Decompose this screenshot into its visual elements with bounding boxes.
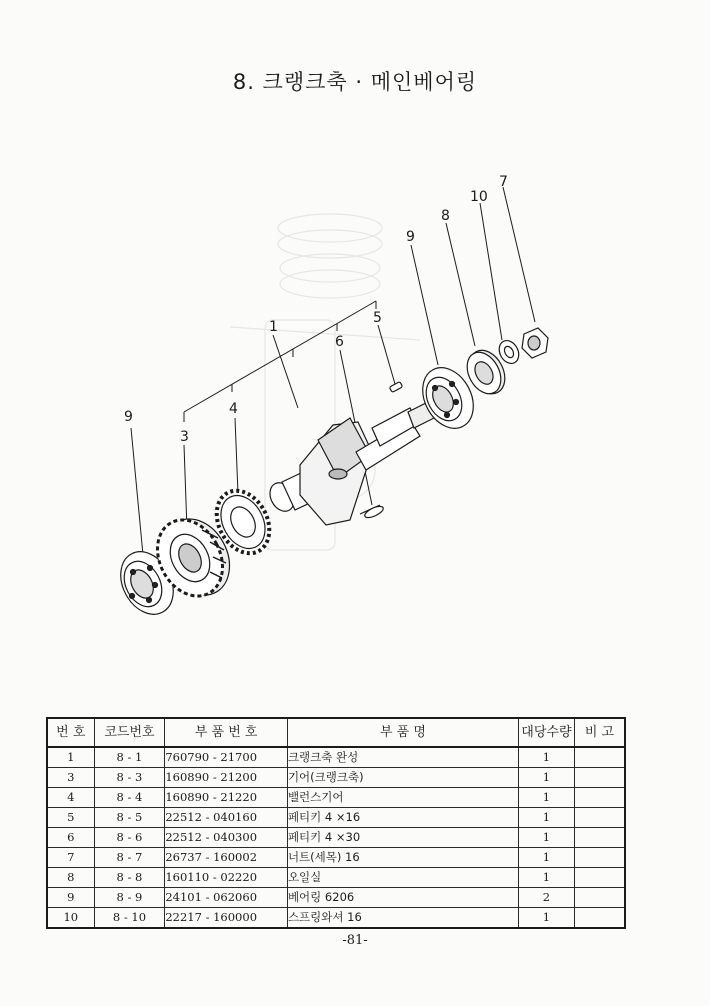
cell-quantity: 1 [518,747,574,768]
cell-remarks [574,868,625,888]
cell-part-name: 너트(세목) 16 [287,848,518,868]
header-part-number: 부 품 번 호 [165,718,288,747]
cell-remarks [574,808,625,828]
callout-label: 8 [441,208,450,224]
cell-part-number: 160890 - 21220 [165,788,288,808]
header-number: 번 호 [47,718,94,747]
cell-quantity: 1 [518,788,574,808]
page-title: 8. 크랭크축 · 메인베어링 [232,70,478,94]
cell-part-name: 베어링 6206 [287,888,518,908]
cell-part-name: 기어(크랭크축) [287,768,518,788]
cell-remarks [574,908,625,929]
cell-remarks [574,768,625,788]
cell-part-number: 760790 - 21700 [165,747,288,768]
cell-part-name: 밸런스기어 [287,788,518,808]
nut-drawing [522,328,548,358]
cell-code: 8 - 10 [94,908,165,929]
cell-code: 8 - 7 [94,848,165,868]
parts-table [46,717,626,929]
cell-part-number: 22217 - 160000 [165,908,288,929]
callout-label: 6 [335,334,344,350]
cell-code: 8 - 1 [94,747,165,768]
callout-label: 9 [406,229,415,245]
callout-label: 10 [470,189,488,205]
cell-part-number: 26737 - 160002 [165,848,288,868]
table-row [47,908,625,929]
cell-number: 1 [47,747,94,768]
cell-quantity: 1 [518,908,574,929]
cell-quantity: 1 [518,808,574,828]
cell-remarks [574,828,625,848]
cell-remarks [574,747,625,768]
table-row [47,848,625,868]
cell-number: 5 [47,808,94,828]
cell-quantity: 1 [518,828,574,848]
table-row [47,888,625,908]
cell-code: 8 - 8 [94,868,165,888]
cell-part-name: 페티키 4 ×30 [287,828,518,848]
cell-remarks [574,788,625,808]
callout-label: 3 [180,429,189,445]
table-row [47,808,625,828]
cell-code: 8 - 4 [94,788,165,808]
header-code: 코드번호 [94,718,165,747]
cell-part-name: 스프링와셔 16 [287,908,518,929]
cell-quantity: 1 [518,848,574,868]
cell-code: 8 - 3 [94,768,165,788]
callout-label: 9 [124,409,133,425]
cell-number: 6 [47,828,94,848]
cell-part-number: 160110 - 02220 [165,868,288,888]
callout-label: 1 [269,319,278,335]
cell-remarks [574,888,625,908]
header-remarks: 비 고 [574,718,625,747]
cell-code: 8 - 9 [94,888,165,908]
table-row [47,868,625,888]
cell-part-number: 160890 - 21200 [165,768,288,788]
cell-part-number: 22512 - 040160 [165,808,288,828]
cell-remarks [574,848,625,868]
cell-code: 8 - 5 [94,808,165,828]
cell-number: 3 [47,768,94,788]
callout-label: 5 [373,310,382,326]
table-row [47,747,625,768]
cell-part-number: 22512 - 040300 [165,828,288,848]
cell-number: 9 [47,888,94,908]
table-header-row [47,718,625,747]
header-part-name: 부 품 명 [287,718,518,747]
cell-part-number: 24101 - 062060 [165,888,288,908]
cell-quantity: 2 [518,888,574,908]
page-number: -81- [342,933,368,948]
table-row [47,768,625,788]
cell-number: 10 [47,908,94,929]
cell-number: 8 [47,868,94,888]
callout-label: 4 [229,401,238,417]
table-row [47,828,625,848]
cell-code: 8 - 6 [94,828,165,848]
table-row [47,788,625,808]
cell-part-name: 오일실 [287,868,518,888]
cell-quantity: 1 [518,868,574,888]
cell-part-name: 페티키 4 ×16 [287,808,518,828]
callout-label: 7 [499,174,508,190]
cell-number: 7 [47,848,94,868]
crankshaft-drawing [265,402,434,525]
key-drawing [389,382,402,393]
header-quantity: 대당수량 [518,718,574,747]
cell-quantity: 1 [518,768,574,788]
cell-part-name: 크랭크축 완성 [287,747,518,768]
cell-number: 4 [47,788,94,808]
